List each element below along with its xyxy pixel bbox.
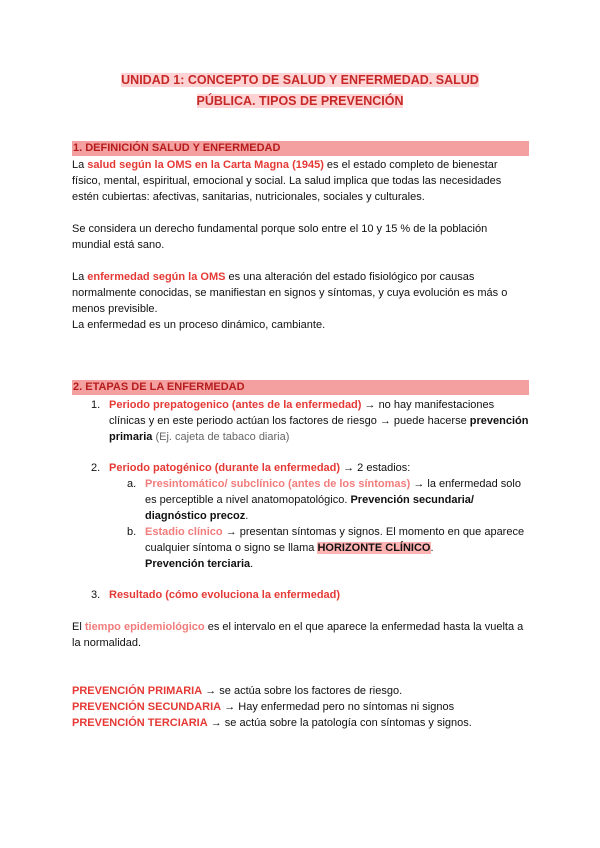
title-line-2: PÚBLICA. TIPOS DE PREVENCIÓN <box>196 94 404 108</box>
epidemiological-time-paragraph: El tiempo epidemiológico es el intervalo en el que aparece la enfermedad hasta la vuelta a la normalidad. <box>72 621 524 649</box>
sublist-item-presymptomatic: Presintomático/ subclínico (antes de los síntomas) → la enfermedad solo es perceptible a nivel anatomopatológico. Prevención secundaria/ diagnóstico precoz. <box>145 478 521 522</box>
prevention-secondary-line: PREVENCIÓN SECUNDARIA → Hay enfermedad pero no síntomas ni signos <box>72 701 455 713</box>
list-number-2: 2. <box>91 462 101 474</box>
section-2-heading: 2. ETAPAS DE LA ENFERMEDAD <box>72 380 529 395</box>
prevention-primary-line: PREVENCIÓN PRIMARIA → se actúa sobre los factores de riesgo. <box>72 685 403 697</box>
epidemiological-time-term: tiempo epidemiológico <box>84 621 205 633</box>
sublist-letter-b: b. <box>127 526 137 538</box>
list-item-result: Resultado (cómo evoluciona la enfermedad) <box>109 589 341 601</box>
sublist-item-clinical: Estadio clínico → presentan síntomas y signos. El momento en que aparece cualquier síntoma o signo se llama HORIZONTE CLÍNICO. Prevención terciaria. <box>145 526 525 570</box>
list-number-1: 1. <box>91 399 101 411</box>
sublist-letter-a: a. <box>127 478 137 490</box>
prevention-tertiary-line: PREVENCIÓN TERCIARIA → se actúa sobre la patología con síntomas y signos. <box>72 717 472 729</box>
disease-who-term: enfermedad según la OMS <box>87 271 226 283</box>
dynamic-process-paragraph: La enfermedad es un proceso dinámico, cambiante. <box>72 319 326 331</box>
fundamental-right-paragraph: Se considera un derecho fundamental porque solo entre el 10 y 15 % de la población mundial está sano. <box>72 223 488 251</box>
health-definition-paragraph: La salud según la OMS en la Carta Magna (1945) es el estado completo de bienestar físico, mental, espiritual, emocional y social. La salud implica que todas las necesidades estén cubiertas: afectivas, sanitarias, nutricionales, sociales y culturales. <box>72 159 502 203</box>
list-item-prepathogenic: Periodo prepatogenico (antes de la enfermedad) → no hay manifestaciones clínicas y en este periodo actúan los factores de riesgo → puede hacerse prevención primaria (Ej. cajeta de tabaco diaria) <box>109 399 529 443</box>
title-line-1: UNIDAD 1: CONCEPTO DE SALUD Y ENFERMEDAD. SALUD <box>121 73 479 87</box>
list-number-3: 3. <box>91 589 101 601</box>
health-who-term: salud según la OMS en la Carta Magna (1945) <box>87 159 324 171</box>
disease-definition-paragraph: La enfermedad según la OMS es una alteración del estado fisiológico por causas normalmente conocidas, se manifiestan en signos y síntomas, y cuya evolución es más o menos previsible. <box>72 271 508 315</box>
page-title <box>60 70 540 112</box>
section-1-heading: 1. DEFINICIÓN SALUD Y ENFERMEDAD <box>72 141 529 156</box>
list-item-pathogenic: Periodo patogénico (durante la enfermedad) → 2 estadios: <box>109 462 411 474</box>
clinical-horizon-highlight: HORIZONTE CLÍNICO <box>317 542 431 554</box>
